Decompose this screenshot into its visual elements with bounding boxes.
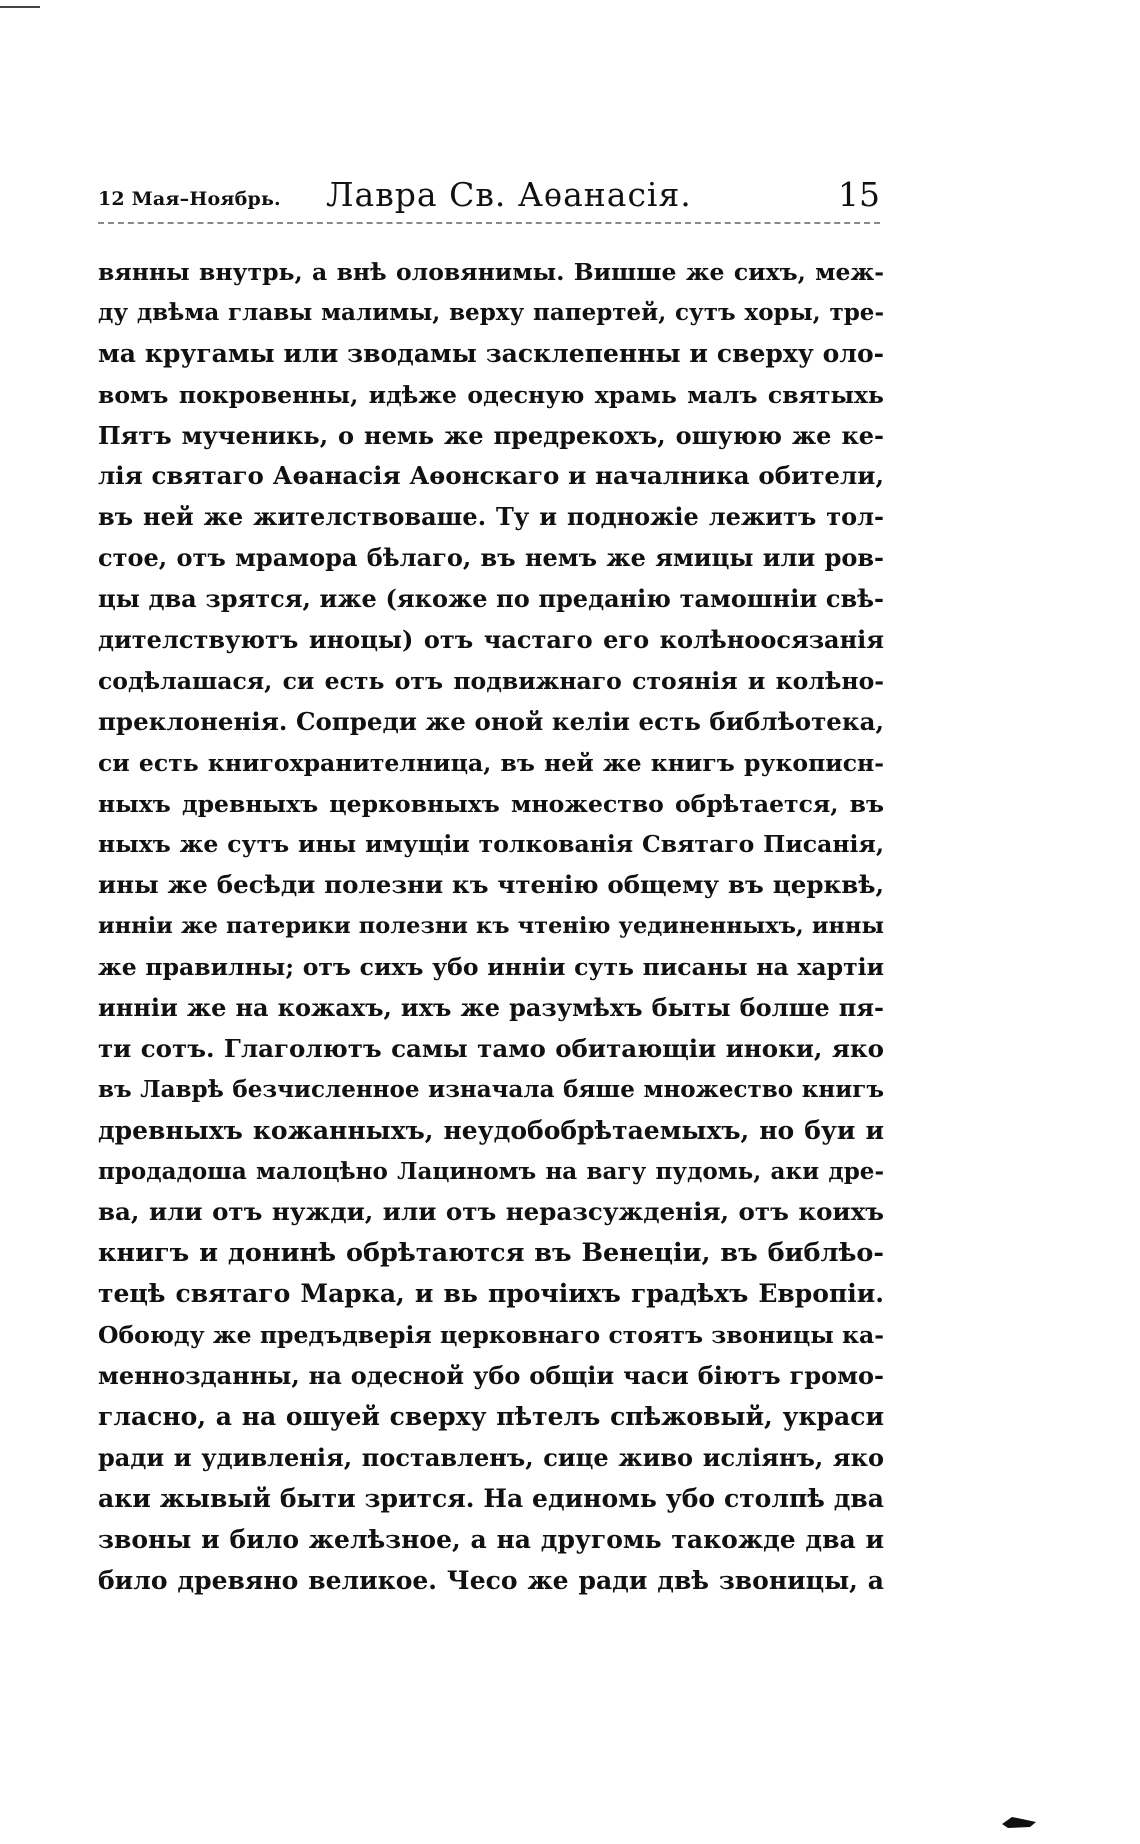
text-line: Обоюду же предъдверія церковнаго стоятъ звоницы ка- — [98, 1321, 884, 1350]
text-line: вянны внутрь, а внѣ оловянимы. Вишше же сихъ, меж- — [98, 258, 884, 286]
text-line: ины же бесѣди полезни къ чтенію общему въ церквѣ, — [98, 870, 884, 900]
page-number: 15 — [838, 175, 880, 214]
text-line: дителствуютъ иноцы) отъ частаго его колѣноосязанія — [98, 625, 884, 655]
text-line: древныхъ кожанныхъ, неудобобрѣтаемыхъ, но буи и — [98, 1115, 884, 1145]
text-line: ти сотъ. Глаголютъ самы тамо обитающіи иноки, яко — [98, 1033, 884, 1063]
text-line: ныхъ древныхъ церковныхъ множество обрѣтается, въ — [98, 789, 884, 818]
text-line: вомъ покровенны, идѣже одесную храмь малъ святыхь — [98, 380, 884, 409]
text-line: звоны и било желѣзное, а на другомь такожде два и — [98, 1524, 884, 1554]
header-divider — [98, 222, 880, 224]
text-line: било древяно великое. Чесо же ради двѣ звоницы, а — [98, 1565, 884, 1595]
text-line: гласно, а на ошуей сверху пѣтелъ спѣжовый, украси — [98, 1401, 884, 1431]
text-line: стое, отъ мрамора бѣлаго, въ немъ же ямицы или ров- — [98, 543, 884, 573]
text-line: ныхъ же сутъ ины имущіи толкованія Святаго Писанія, — [98, 830, 884, 859]
text-line: ради и удивленія, поставленъ, сице живо исліянъ, яко — [98, 1442, 884, 1472]
header-dates: 12 Мая–Ноябрь. — [98, 188, 281, 210]
text-line: въ ней же жителствоваше. Ту и подножіе лежитъ тол- — [98, 502, 884, 532]
text-line: продадоша малоцѣно Лациномъ на вагу пудомь, аки дре- — [98, 1157, 884, 1185]
text-line: тецѣ святаго Марка, и вь прочіихъ градѣхъ Европіи. — [98, 1279, 884, 1309]
text-line: ду двѣма главы малимы, верху папертей, сутъ хоры, тре- — [98, 298, 884, 326]
text-line: цы два зрятся, иже (якоже по преданію тамошніи свѣ- — [98, 584, 884, 614]
scan-edge-mark — [0, 6, 40, 8]
text-line: си есть книгохранителница, въ ней же книгъ рукописн- — [98, 748, 884, 777]
text-line: въ Лаврѣ безчисленное изначала бяше множество книгъ — [98, 1075, 884, 1103]
text-line: же правилны; отъ сихъ убо инніи суть писаны на хартіи — [98, 953, 884, 982]
body-text — [98, 252, 884, 1601]
text-line: меннозданны, на одесной убо общіи часи біютъ громо- — [98, 1361, 884, 1391]
header-title: Лавра Св. Аѳанасія. — [326, 175, 692, 214]
text-line: инніи же на кожахъ, ихъ же разумѣхъ быты болше пя- — [98, 993, 884, 1023]
running-header — [98, 170, 880, 220]
text-line: содѣлашася, си есть отъ подвижнаго стоянія и колѣно- — [98, 666, 884, 695]
text-line: преклоненія. Сопреди же оной келіи есть библѣотека, — [98, 706, 884, 736]
text-line: ва, или отъ нужди, или отъ неразсужденія, отъ коихъ — [98, 1197, 884, 1227]
text-line: аки жывый быти зрится. На единомь убо столпѣ два — [98, 1483, 884, 1513]
text-line: лія святаго Аѳанасія Аѳонскаго и началника обители, — [98, 461, 884, 491]
text-line: ма кругамы или зводамы засклепенны и сверху оло- — [98, 338, 884, 368]
text-line: Пятъ мученикь, о немь же предрекохъ, ошуюю же ке- — [98, 420, 884, 450]
scan-smudge-mark — [1000, 1813, 1038, 1829]
text-line: инніи же патерики полезни къ чтенію уединенныхъ, инны — [98, 913, 884, 940]
text-line: книгъ и донинѣ обрѣтаются въ Венеціи, въ библѣо- — [98, 1238, 884, 1269]
